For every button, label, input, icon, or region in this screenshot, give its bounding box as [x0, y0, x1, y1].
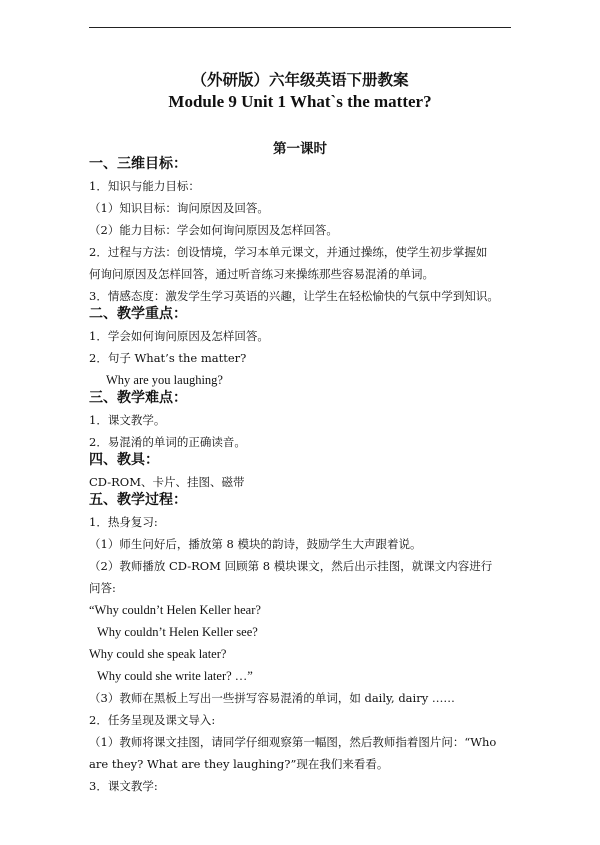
text-line: 2．易混淆的单词的正确读音。: [89, 435, 246, 449]
text-line: 2．任务呈现及课文导入:: [89, 713, 216, 727]
text-line: 问答:: [89, 581, 116, 595]
text-line: （1）师生问好后，播放第 8 模块的韵诗，鼓励学生大声跟着说。: [89, 537, 422, 551]
text-line: （2）能力目标：学会如何询问原因及怎样回答。: [89, 223, 338, 237]
text-line: 1．热身复习:: [89, 515, 158, 529]
text-line: 2．句子 What’s the matter?: [89, 351, 247, 365]
text-line: （1）知识目标：询问原因及回答。: [89, 201, 269, 215]
text-line: （2）教师播放 CD-ROM 回顾第 8 模块课文，然后出示挂图，就课文内容进行: [89, 559, 493, 573]
top-divider: [89, 27, 511, 28]
section-heading-objectives: 一、三维目标：: [89, 156, 187, 172]
text-line: 何询问原因及怎样回答，通过听音练习来操练那些容易混淆的单词。: [89, 267, 434, 281]
text-line: 2．过程与方法：创设情境，学习本单元课文，并通过操练，使学生初步掌握如: [89, 245, 488, 259]
text-line: （3）教师在黑板上写出一些拼写容易混淆的单词，如 daily, dairy ……: [89, 691, 455, 705]
text-line: Why are you laughing?: [106, 373, 223, 387]
text-line: （1）教师将课文挂图，请同学仔细观察第一幅图，然后教师指着图片问：“Who: [89, 735, 497, 749]
section-heading-procedure: 五、教学过程：: [89, 492, 187, 508]
text-line: Why could she write later? …”: [97, 669, 253, 683]
section-heading-materials: 四、教具：: [89, 452, 159, 468]
text-line: “Why couldn’t Helen Keller hear?: [89, 603, 261, 617]
lesson-heading: 第一课时: [273, 141, 327, 157]
text-line: 1．知识与能力目标：: [89, 179, 200, 193]
section-heading-key-points: 二、教学重点：: [89, 306, 187, 322]
text-line: 3．课文教学:: [89, 779, 158, 793]
text-line: Why could she speak later?: [89, 647, 227, 661]
document-title-en: Module 9 Unit 1 What`s the matter?: [168, 92, 432, 111]
text-line: 1．课文教学。: [89, 413, 166, 427]
text-line: are they? What are they laughing?”现在我们来看看。: [89, 757, 389, 771]
text-line: 3．情感态度：激发学生学习英语的兴趣，让学生在轻松愉快的气氛中学到知识。: [89, 289, 499, 303]
section-heading-difficulties: 三、教学难点：: [89, 390, 187, 406]
text-line: Why couldn’t Helen Keller see?: [97, 625, 258, 639]
text-line: CD-ROM、卡片、挂图、磁带: [89, 475, 245, 489]
text-line: 1．学会如何询问原因及怎样回答。: [89, 329, 269, 343]
document-title-cn: （外研版）六年级英语下册教案: [191, 70, 409, 89]
